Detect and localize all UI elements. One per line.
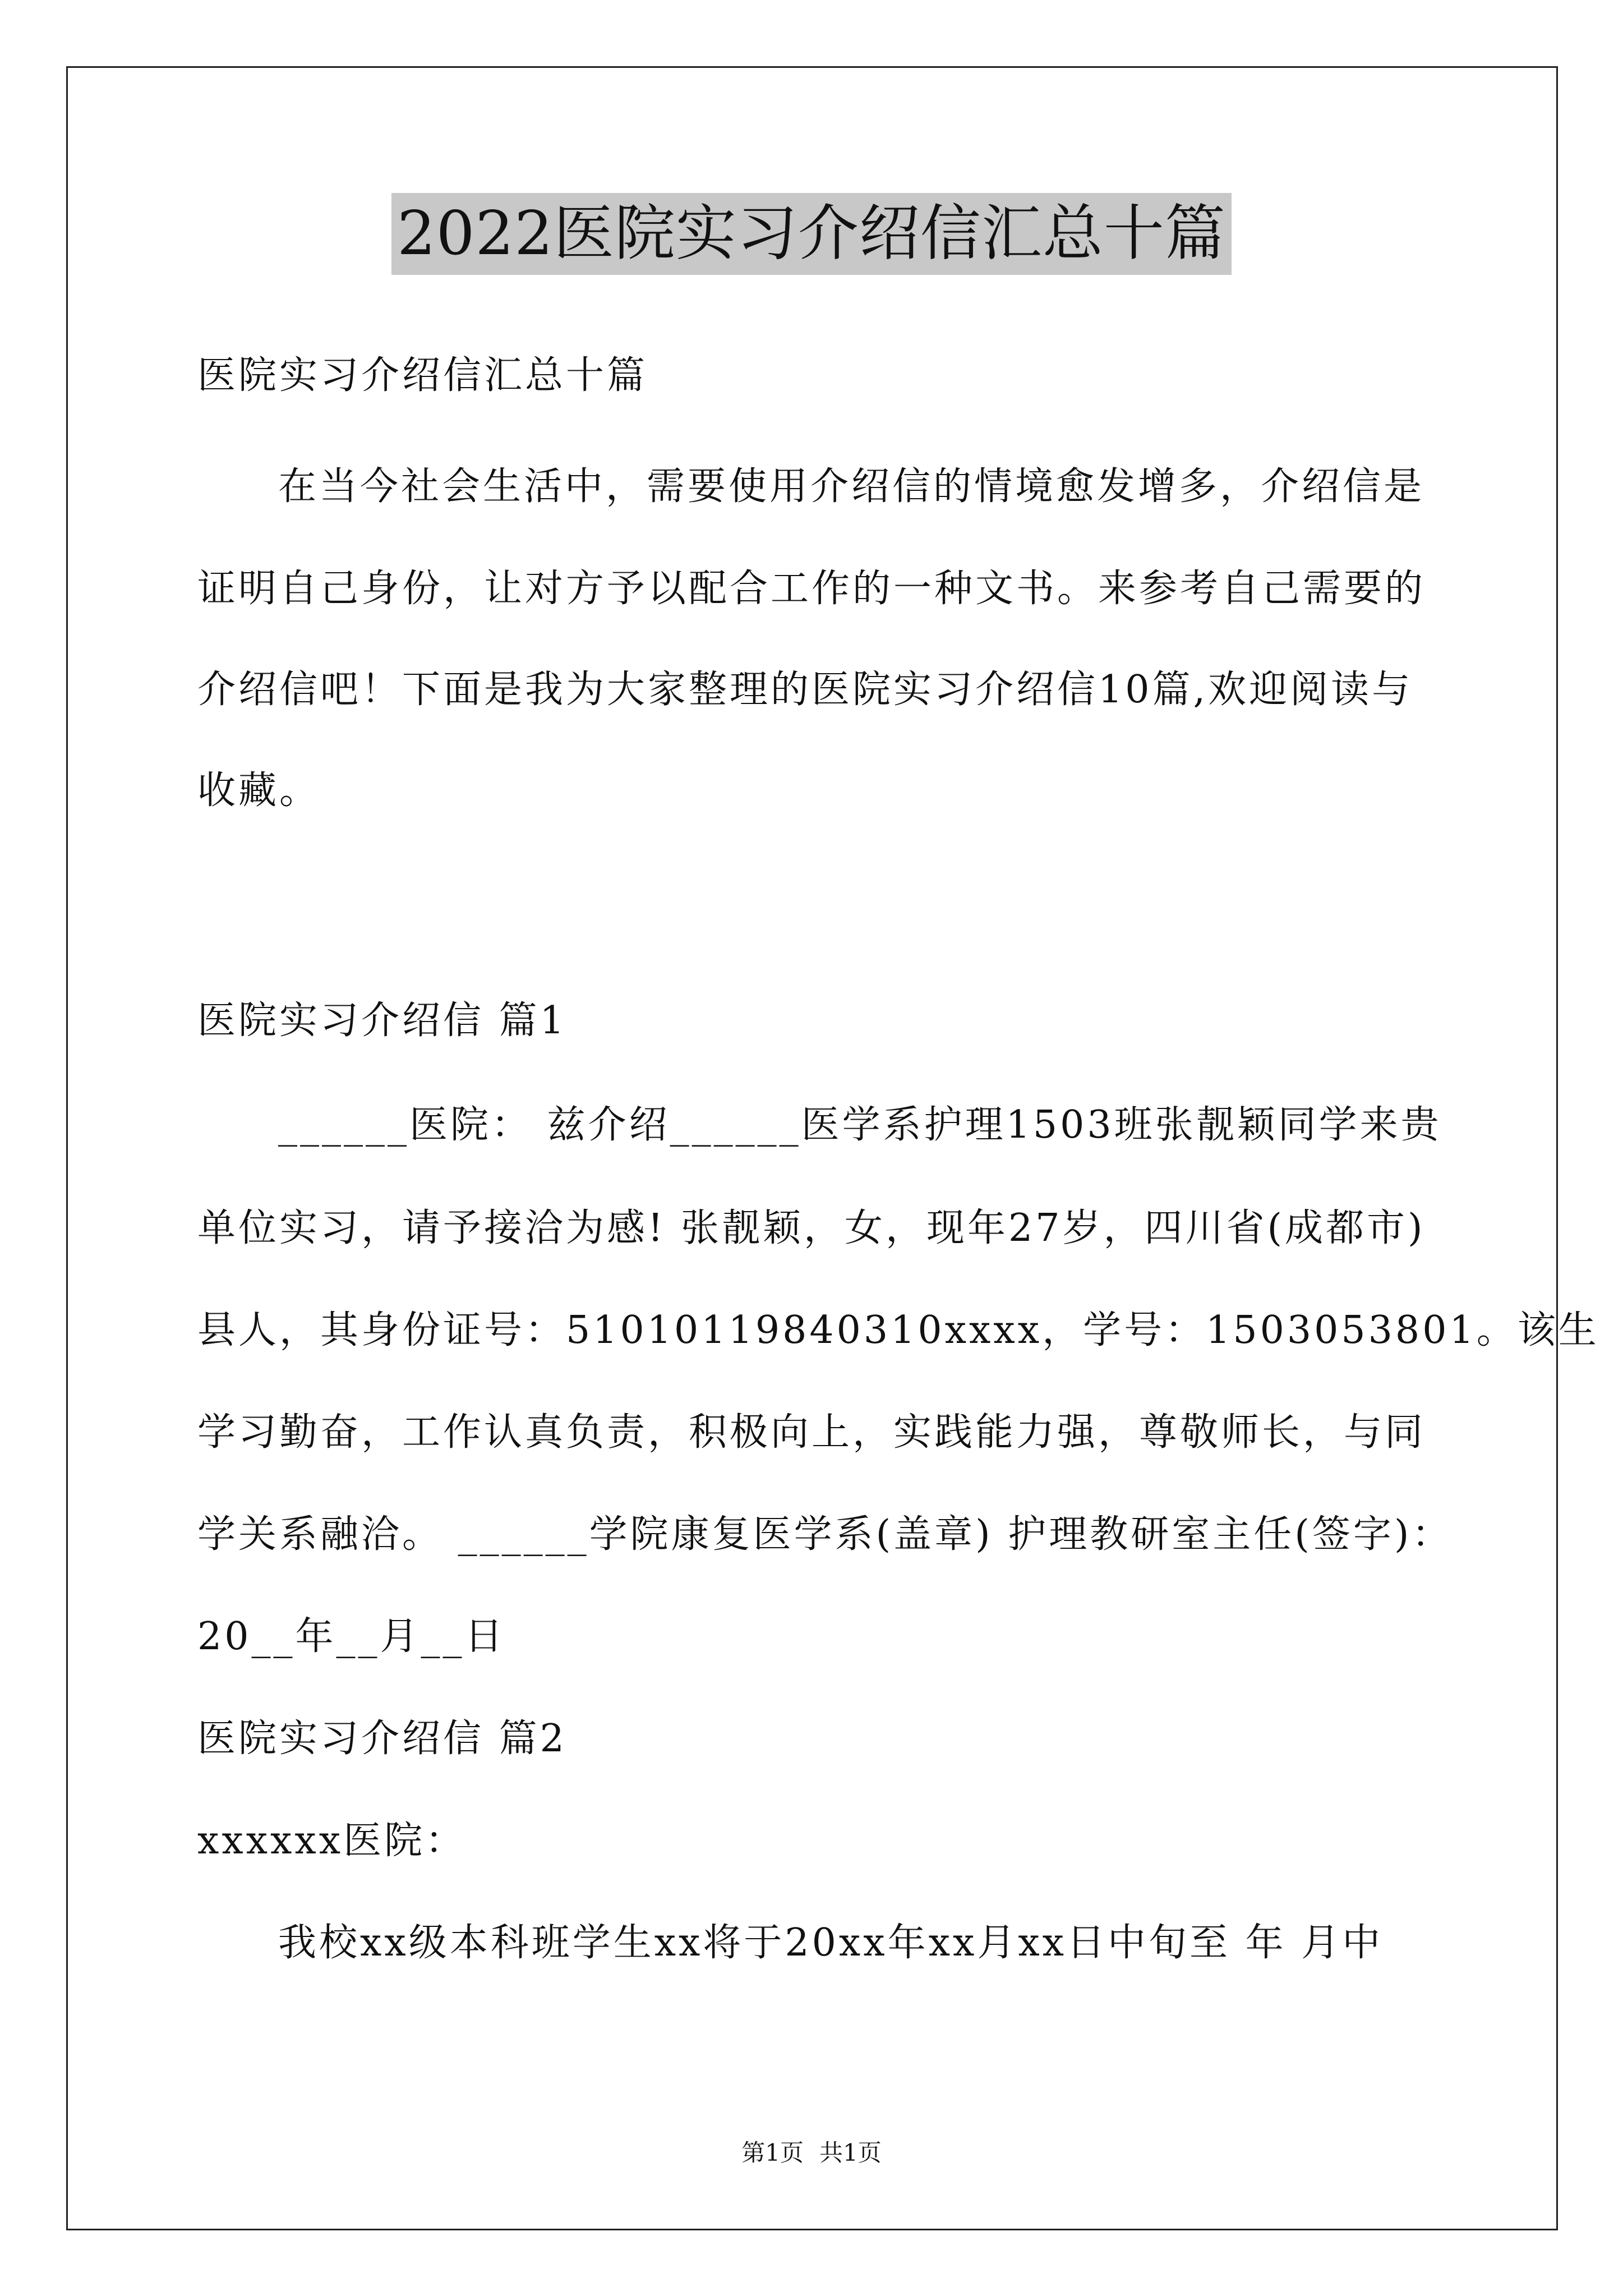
intro-line-4: 收藏。 xyxy=(197,769,321,813)
intro-line-3: 介绍信吧！下面是我为大家整理的医院实习介绍信10篇,欢迎阅读与 xyxy=(197,668,1413,712)
page-footer xyxy=(0,2136,1623,2170)
page-total: 共1页 xyxy=(819,2139,882,2166)
letter1-line-1: ______医院： 兹介绍______医学系护理1503班张靓颖同学来贵 xyxy=(278,1103,1442,1147)
document-title: 2022医院实习介绍信汇总十篇 xyxy=(391,193,1232,275)
letter1-line-5: 学关系融洽。 ______学院康复医学系(盖章) 护理教研室主任(签字)： xyxy=(197,1512,1453,1557)
title-container xyxy=(0,193,1623,275)
intro-line-2: 证明自己身份，让对方予以配合工作的一种文书。来参考自己需要的 xyxy=(197,567,1426,611)
letter1-line-2: 单位实习，请予接洽为感! 张靓颖，女，现年27岁，四川省(成都市) xyxy=(197,1206,1426,1250)
letter1-date: 20__年__月__日 xyxy=(197,1614,506,1659)
page-number: 第1页 xyxy=(741,2139,804,2166)
letter2-salutation: xxxxxx医院： xyxy=(197,1819,467,1863)
subtitle-line: 医院实习介绍信汇总十篇 xyxy=(197,353,648,398)
letter2-line-1: 我校xx级本科班学生xx将于20xx年xx月xx日中旬至 年 月中 xyxy=(278,1921,1384,1965)
letter1-line-3: 县人，其身份证号：51010119840310xxxx，学号：1503053801。该生 xyxy=(197,1308,1599,1352)
letter1-line-4: 学习勤奋，工作认真负责，积极向上，实践能力强，尊敬师长，与同 xyxy=(197,1410,1426,1455)
intro-line-1: 在当今社会生活中，需要使用介绍信的情境愈发增多，介绍信是 xyxy=(278,464,1425,509)
section-heading-1: 医院实习介绍信 篇1 xyxy=(197,999,567,1043)
section-heading-2: 医院实习介绍信 篇2 xyxy=(197,1717,567,1761)
